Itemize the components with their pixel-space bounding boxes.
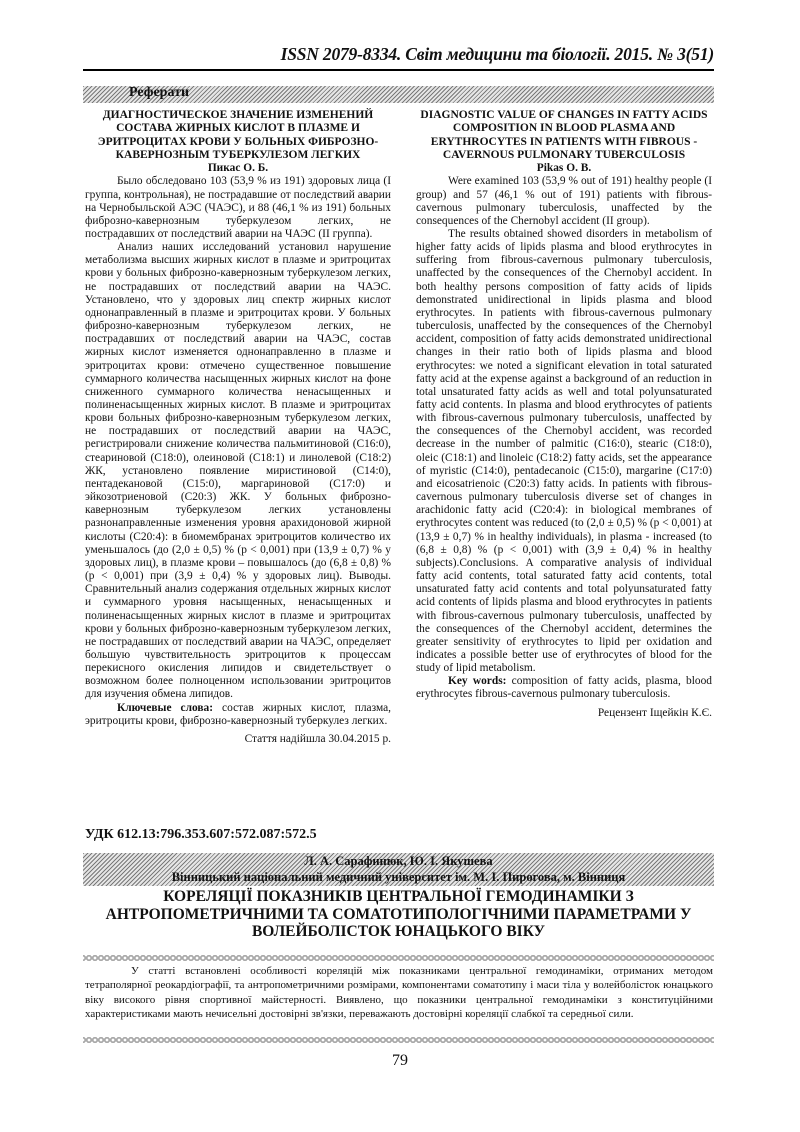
received-date: Стаття надійшла 30.04.2015 р. <box>244 732 391 745</box>
section-label: Реферати <box>129 85 190 100</box>
keywords-label: Key words: <box>448 675 507 688</box>
keywords <box>85 702 391 728</box>
authors-band <box>83 853 714 886</box>
keywords-label: Ключевые слова: <box>117 701 214 714</box>
article-authors: Л. А. Сарафинюк, Ю. І. Якушева <box>304 854 493 868</box>
article-abstract: У статті встановлені особливості кореляцій між показниками центральної гемодинаміки, отриманих методом тетраполярної реокардіографії, та антропометричними розмірами, компонентами соматотипу і маси тіла у волейболісток юнацького віку високого рівня спортивної майстерності. Виявлено, що показники центральної гемодинаміки з конституційними характеристиками мають нечисельні достовірні зв'язки, переважають достовірні кореляції слабкої та середньої сили. <box>85 965 713 1020</box>
reviewer: Рецензент Іщейкін К.Є. <box>597 706 712 719</box>
running-head: ISSN 2079-8334. Світ медицини та біології. 2015. № 3(51) <box>280 44 714 64</box>
abstract-author: Пикас О. Б. <box>207 162 269 175</box>
abstract-title: DIAGNOSTIC VALUE OF CHANGES IN FATTY ACIDS COMPOSITION IN BLOOD PLASMA AND ERYTHROCYTES IN PATIENTS WITH FIBROUS - CAVERNOUS PULMONARY TUBERCULOSIS <box>420 109 708 161</box>
abstract-paragraph: Было обследовано 103 (53,9 % из 191) здоровых лица (I группа, контрольная), не пострадавшие от последствий аварии на Чернобыльской АЭС (ЧАЭС), и 88 (46,1 % из 191) больных фиброзно-кавернозным туберкулезом легких, не пострадавших от последствий аварии на ЧАЭС (II группа). <box>85 175 391 240</box>
section-band <box>83 86 714 103</box>
keywords <box>416 675 712 701</box>
abstract-paragraph: The results obtained showed disorders in metabolism of higher fatty acids of lipids plasma and blood erythrocytes in suffering from fibrous-cavernous pulmonary tuberculosis, unaffected by the consequences of the Chernobyl accident. In both healthy persons composition of fatty acids of lipids demonstrated unidirectional in lipids plasma and blood erythrocytes. In patients with fibrous-cavernous pulmonary tuberculosis, unaffected by the consequences of the Chernobyl accident, composition of fatty acids demonstrated unidirectional changes in their ratio both of lipids plasma and blood erythrocytes: we noted a significant elevation in total saturated fatty acid at the expense against a background of an reduction in total unsaturated fatty acids as well and total polyunsaturated fatty acid contents. In plasma and blood erythrocytes of patients with fibrous-cavernous pulmonary tuberculosis, unaffected by the consequences of the Chernobyl accident, was recorded decrease in the number of palmitic (C16:0), stearic (C18:0), oleic (C18:1) and linoleic (C18:2) fatty acids, set the appearance of myristic (C14:0), pentadecanoic (C15:0), margarine (C17:0) and eicosatrienoic (C20:3) fatty acids. In patients with fibrous-cavernous pulmonary tuberculosis diverse set of changes in arachidonic fatty acid (C20:4): in biological membranes of erythrocytes content was reduced (to (2,0 ± 0,5) % (p < 0,001) at (13,9 ± 0,7) % in healthy individuals), in plasma - increased (to (6,8 ± 0,8) % (p < 0,001) with (3,9 ± 0,4) % in healthy subjects).Conclusions. A comparative analysis of individual fatty acid contents, total saturated fatty acid contents, total unsaturated fatty acid contents and total polyunsaturated fatty acid contents of lipids plasma and blood erythrocytes in patients with fibrous-cavernous pulmonary tuberculosis, unaffected by the consequences of the Chernobyl accident, determines the greater sensitivity of erythrocytes to lipid per oxidation and indicates a possible better use of erythrocytes of blood for the study of lipid metabolism. <box>416 227 712 675</box>
article-title: КОРЕЛЯЦІЇ ПОКАЗНИКІВ ЦЕНТРАЛЬНОЇ ГЕМОДИНАМІКИ З АНТРОПОМЕТРИЧНИМИ ТА СОМАТОТИПОЛОГІЧНИМИ ПАРАМЕТРАМИ У ВОЛЕЙБОЛІСТОК ЮНАЦЬКОГО ВІКУ <box>105 888 692 940</box>
abstract-english <box>416 109 712 720</box>
abstract-paragraph: Анализ наших исследований установил нарушение метаболизма высших жирных кислот в плазме и эритроцитах крови у больных фиброзно-кавернозным туберкулезом легких, не пострадавших от последствий аварии на ЧАЭС. Установлено, что у здоровых лиц спектр жирных кислот однонаправленный в плазме и эритроцитах крови. У больных фиброзно-кавернозным туберкулезом легких, не пострадавших от последствий аварии на ЧАЭС, состав жирных кислот изменяется однонаправленно в плазме и эритроцитах крови: отмечено существенное повышение суммарного количества насыщенных жирных кислот на фоне сниженного суммарного количества ненасыщенных и полиненасыщенных жирных кислот. В плазме и эритроцитах крови больных фиброзно-кавернозным туберкулезом легких, не пострадавших от последствий аварии на ЧАЭС, регистрировали снижение количества пальмитиновой (С16:0), стеариновой (С18:0), олеиновой (С18:1) и линолевой (С18:2) ЖК, установлено появление миристиновой (С14:0), пентадекановой (С15:0), маргариновой (С17:0) и эйкозотриеновой (С20:3) ЖК. У больных фиброзно-кавернозным туберкулезом легких установлены разнонаправленные изменения уровня арахидоновой жирной кислоты (С20:4): в биомембранах эритроцитов количество их уменьшалось (до (2,0 ± 0,5) % (р < 0,001) при (13,9 ± 0,7) % у здоровых лиц), в плазме крови – повышалось (до (6,8 ± 0,8) % (р < 0,001) при (3,9 ± 0,4) % у здоровых лиц). Выводы. Сравнительный анализ содержания отдельных жирных кислот и суммарного уровня насыщенных, ненасыщенных и полиненасыщенных жирных кислот в плазме и эритроцитах крови у больных фиброзно-кавернозным туберкулезом легких, не пострадавших от последствий аварии на ЧАЭС, определяет большую чувствительность эритроцитов к процессам перекисного окисления липидов и свидетельствует о возможном более полноценном использовании эритроцитов для изучения обмена липидов. <box>85 241 391 701</box>
abstract-russian <box>85 109 391 746</box>
keywords-text: composition of fatty acids, plasma, blood erythrocytes fibrous-cavernous pulmonary tuberculosis. <box>416 675 713 701</box>
zigzag-divider <box>83 955 714 961</box>
zigzag-divider <box>83 1037 714 1043</box>
abstract-author: Pikas O. B. <box>536 162 592 175</box>
article-affiliation: Вінницький національний медичний університет ім. М. І. Пирогова, м. Вінниця <box>171 870 626 884</box>
keywords-text: состав жирных кислот, плазма, эритроциты крови, фиброзно-кавернозный туберкулез легких. <box>85 701 391 727</box>
udk-code: УДК 612.13:796.353.607:572.087:572.5 <box>85 827 317 842</box>
header-rule <box>83 69 714 71</box>
abstract-paragraph: Were examined 103 (53,9 % out of 191) healthy people (I group) and 57 (46,1 % out of 191) patients with fibrous-cavernous pulmonary tuberculosis, unaffected by the consequences of the Chernobyl accident (II group). <box>416 175 712 227</box>
abstract-title: ДИАГНОСТИЧЕСКОЕ ЗНАЧЕНИЕ ИЗМЕНЕНИЙ СОСТАВА ЖИРНЫХ КИСЛОТ В ПЛАЗМЕ И ЭРИТРОЦИТАХ КРОВИ У БОЛЬНЫХ ФИБРОЗНО-КАВЕРНОЗНЫМ ТУБЕРКУЛЕЗОМ ЛЕГКИХ <box>97 109 379 161</box>
page-number: 79 <box>392 1052 408 1069</box>
